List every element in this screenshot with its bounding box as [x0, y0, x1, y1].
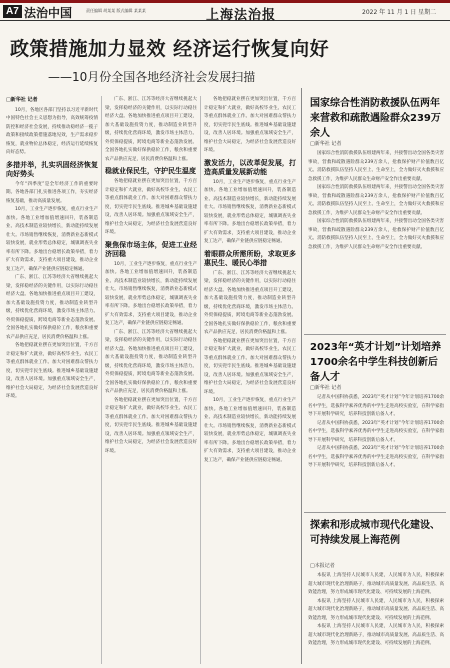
masthead	[0, 3, 450, 21]
lead-paragraph: 各地把稳就业摆在更加突出位置，千方百计稳定和扩大就业，做好高校毕业生、农民工等重点群体就业工作。加大对困难群众帮扶力度，切实兜牢民生底线。推进城乡基础设施建设，改善人居环境。加强重点领域安全生产，维护社会大局稳定，为经济社会发展营造良好环境。	[6, 343, 98, 399]
story2-byline: □新华社 记者	[310, 385, 342, 391]
story1-title: 国家综合性消防救援队伍两年来营救和疏散遇险群众239万余人	[310, 98, 441, 139]
story2-title: 2023年“英才计划”计划培养1700余名中学生科技创新后备人才	[310, 342, 441, 383]
story3-paragraph: 本报讯 上海坚持人民城市人民建，人民城市为人民，积极探索超大城市现代化治理新路子，推动城市高质量发展、高品质生活、高效能治理，努力形成城市现代化建设、可持续发展的上海范例。	[308, 573, 444, 595]
story3-paragraph: 本报讯 上海坚持人民城市人民建，人民城市为人民，积极探索超大城市现代化治理新路子，推动城市高质量发展、高品质生活、高效能治理，努力形成城市现代化建设、可持续发展的上海范例。	[308, 624, 444, 646]
section-divider	[301, 88, 302, 664]
story1-paragraph: 国家综合性消防救援队伍组建两年来，共接警出动全国各类灾害事故，营救和疏散遇险群众239万余人，抢救保护财产价值数百亿元。消防救援队伍坚持人民至上、生命至上，全力做好灭火救援和应急救援工作，为维护人民群众生命财产安全作出重要贡献。	[308, 185, 444, 216]
story3-body	[308, 572, 444, 664]
lead-subhead: 激发活力，以改革促发展，打造高质量发展新动能	[204, 158, 296, 176]
column-divider	[101, 96, 102, 664]
page-number-badge: A7	[3, 5, 22, 18]
story3-title: 探索和形成城市现代化建设、可持续发展上海范例	[310, 520, 440, 546]
section-name: 法治中国	[24, 6, 73, 20]
lead-paragraph: 各地把稳就业摆在更加突出位置，千方百计稳定和扩大就业，做好高校毕业生、农民工等重点群体就业工作。加大对困难群众帮扶力度，切实兜牢民生底线。推进城乡基础设施建设，改善人居环境。加强重点领域安全生产，维护社会大局稳定，为经济社会发展营造良好环境。	[204, 338, 296, 395]
story3-paragraph: 本报讯 上海坚持人民城市人民建，人民城市为人民，积极探索超大城市现代化治理新路子，推动城市高质量发展、高品质生活、高效能治理，努力形成城市现代化建设、可持续发展的上海范例。	[308, 598, 444, 621]
lead-subhead: 着眼群众所需所盼，求取更多惠民生、暖民心举措	[204, 249, 296, 267]
lead-subhead: 稳就业保民生，守护民生温度	[105, 167, 196, 175]
issue-date: 2022 年 11 月 1 日 星期二	[362, 9, 437, 16]
lead-subheadline: ——10月份全国各地经济社会发展扫描	[48, 70, 256, 84]
lead-paragraph: 10月，工业生产逐步恢复，重点行业生产加快。各地工业增加值增速回升，装备制造业、高技术制造业较快增长，新动能持续发展壮大。市场销售继续恢复，消费新业态新模式较快发展，就业形势总体稳定，城镇调查失业率有所下降。多地出台稳增长政策举措，着力扩大有效需求，支持重大项目建设，推动企业复工达产，确保产业链供应链稳定畅通。	[204, 179, 296, 244]
story2-paragraph: 记者从中国科协获悉，2023年“英才计划”今年计划培养1700余名中学生，选拔科学素养优秀的中学生走进高校实验室，在科学家指导下开展科学研究，培养科技创新后备人才。	[308, 446, 444, 468]
lead-paragraph: 各地把稳就业摆在更加突出位置，千方百计稳定和扩大就业，做好高校毕业生、农民工等重点群体就业工作。加大对困难群众帮扶力度，切实兜牢民生底线。推进城乡基础设施建设，改善人居环境。加强重点领域安全生产，维护社会大局稳定，为经济社会发展营造良好环境。	[204, 97, 296, 153]
lead-paragraph: 10月，各地区各部门坚持以习近平新时代中国特色社会主义思想为指导，高效统筹疫情防控和经济社会发展，持续推动稳经济一揽子政策和接续政策措施落地见效，生产需求稳步恢复，就业物价总体稳定，经济运行延续恢复向好态势。	[6, 107, 98, 155]
lead-paragraph: 今年“四季度”是全年经济工作的重要时期。各地各部门扎实推进各项工作，夯实经济恢复基础，推动高质量发展。	[6, 181, 98, 204]
lead-paragraph: 10月，工业生产逐步恢复，重点行业生产加快。各地工业增加值增速回升，装备制造业、高技术制造业较快增长，新动能持续发展壮大。市场销售继续恢复，消费新业态新模式较快发展，就业形势总体稳定，城镇调查失业率有所下降。多地出台稳增长政策举措，着力扩大有效需求，支持重大项目建设，推动企业复工达产，确保产业链供应链稳定畅通。	[105, 261, 197, 326]
lead-paragraph: 广东、浙江、江苏等经济大省继续挑起大梁，发挥稳经济的关键作用，以实际行动稳住经济大盘。各地加快推进重点项目开工建设，加大基础设施投资力度，推动制造业转型升级，持续优化营商环境，激发市场主体活力。外贸保稳提质，跨境电商等新业态蓬勃发展。全国各地扎实做好保供稳价工作，粮食和重要农产品供应充足，居民消费价格温和上涨。	[105, 329, 197, 394]
story3-byline: □本报记者	[310, 563, 335, 569]
lead-paragraph: 10月，工业生产逐步恢复，重点行业生产加快。各地工业增加值增速回升，装备制造业、高技术制造业较快增长，新动能持续发展壮大。市场销售继续恢复，消费新业态新模式较快发展，就业形势总体稳定，城镇调查失业率有所下降。多地出台稳增长政策举措，着力扩大有效需求，支持重大项目建设，推动企业复工达产，确保产业链供应链稳定畅通。	[6, 207, 98, 272]
story1-paragraph: 国家综合性消防救援队伍组建两年来，共接警出动全国各类灾害事故，营救和疏散遇险群众239万余人，抢救保护财产价值数百亿元。消防救援队伍坚持人民至上、生命至上，全力做好灭火救援和应急救援工作，为维护人民群众生命财产安全作出重要贡献。	[308, 219, 444, 250]
lead-column-1	[6, 96, 98, 664]
lead-headline: 政策措施加力显效 经济运行恢复向好	[10, 38, 330, 60]
story1-body	[308, 150, 444, 330]
story2-paragraph: 记者从中国科协获悉，2023年“英才计划”今年计划培养1700余名中学生，选拔科学素养优秀的中学生走进高校实验室，在科学家指导下开展科学研究，培养科技创新后备人才。	[308, 395, 444, 417]
lead-column-2	[105, 96, 197, 664]
lead-paragraph: 广东、浙江、江苏等经济大省继续挑起大梁，发挥稳经济的关键作用，以实际行动稳住经济大盘。各地加快推进重点项目开工建设，加大基础设施投资力度，推动制造业转型升级，持续优化营商环境，激发市场主体活力。外贸保稳提质，跨境电商等新业态蓬勃发展。全国各地扎实做好保供稳价工作，粮食和重要农产品供应充足，居民消费价格温和上涨。	[6, 275, 98, 340]
story1-paragraph: 国家综合性消防救援队伍组建两年来，共接警出动全国各类灾害事故，营救和疏散遇险群众239万余人，抢救保护财产价值数百亿元。消防救援队伍坚持人民至上、生命至上，全力做好灭火救援和应急救援工作，为维护人民群众生命财产安全作出重要贡献。	[308, 151, 444, 182]
story2-paragraph: 记者从中国科协获悉，2023年“英才计划”今年计划培养1700余名中学生，选拔科学素养优秀的中学生走进高校实验室，在科学家指导下开展科学研究，培养科技创新后备人才。	[308, 420, 444, 443]
lead-paragraph: 广东、浙江、江苏等经济大省继续挑起大梁，发挥稳经济的关键作用，以实际行动稳住经济大盘。各地加快推进重点项目开工建设，加大基础设施投资力度，推动制造业转型升级，持续优化营商环境，激发市场主体活力。外贸保稳提质，跨境电商等新业态蓬勃发展。全国各地扎实做好保供稳价工作，粮食和重要农产品供应充足，居民消费价格温和上涨。	[105, 97, 197, 162]
lead-paragraph: 各地把稳就业摆在更加突出位置，千方百计稳定和扩大就业，做好高校毕业生、农民工等重点群体就业工作。加大对困难群众帮扶力度，切实兜牢民生底线。推进城乡基础设施建设，改善人居环境。加强重点领域安全生产，维护社会大局稳定，为经济社会发展营造良好环境。	[105, 397, 197, 454]
lead-paragraph: 广东、浙江、江苏等经济大省继续挑起大梁，发挥稳经济的关键作用，以实际行动稳住经济大盘。各地加快推进重点项目开工建设，加大基础设施投资力度，推动制造业转型升级，持续优化营商环境，激发市场主体活力。外贸保稳提质，跨境电商等新业态蓬勃发展。全国各地扎实做好保供稳价工作，粮食和重要农产品供应充足，居民消费价格温和上涨。	[204, 270, 296, 335]
story2-body	[308, 394, 444, 508]
paper-logo: 上海法治报	[206, 8, 277, 23]
story-divider	[304, 334, 446, 335]
lead-subhead: 多措并举，扎实巩固经济恢复向好势头	[6, 160, 98, 178]
story-divider	[304, 512, 446, 513]
lead-column-3	[204, 96, 296, 664]
lead-paragraph: 各地把稳就业摆在更加突出位置，千方百计稳定和扩大就业，做好高校毕业生、农民工等重点群体就业工作。加大对困难群众帮扶力度，切实兜牢民生底线。推进城乡基础设施建设，改善人居环境。加强重点领域安全生产，维护社会大局稳定，为经济社会发展营造良好环境。	[105, 179, 197, 235]
lead-byline: □新华社 记者	[6, 97, 38, 103]
editor-line: 责任编辑 胡某某 版式编辑 某某某	[86, 8, 146, 13]
lead-subhead: 聚焦保市场主体，促进工业经济回稳	[105, 240, 197, 258]
story1-byline: □新华社 记者	[310, 141, 342, 147]
lead-paragraph: 10月，工业生产逐步恢复，重点行业生产加快。各地工业增加值增速回升，装备制造业、高技术制造业较快增长，新动能持续发展壮大。市场销售继续恢复，消费新业态新模式较快发展，就业形势总体稳定，城镇调查失业率有所下降。多地出台稳增长政策举措，着力扩大有效需求，支持重大项目建设，推动企业复工达产，确保产业链供应链稳定畅通。	[204, 398, 296, 463]
column-divider	[200, 96, 201, 664]
